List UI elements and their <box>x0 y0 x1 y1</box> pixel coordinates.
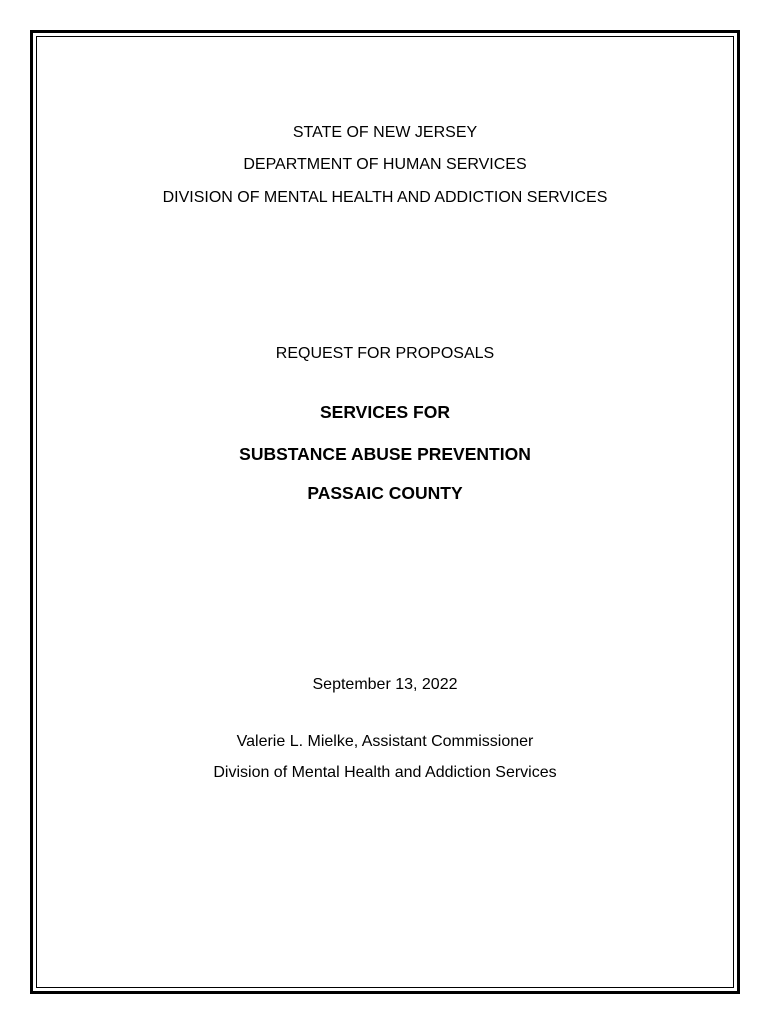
rfp-title-line3: PASSAIC COUNTY <box>307 483 463 503</box>
page-border-inner <box>36 36 734 988</box>
signatory-division: Division of Mental Health and Addiction Services <box>213 764 557 781</box>
header-department: DEPARTMENT OF HUMAN SERVICES <box>243 156 527 173</box>
signatory-name: Valerie L. Mielke, Assistant Commissioner <box>236 733 534 750</box>
header-division: DIVISION OF MENTAL HEALTH AND ADDICTION SERVICES <box>162 189 608 206</box>
header-state: STATE OF NEW JERSEY <box>292 124 478 141</box>
rfp-title-line1: SERVICES FOR <box>320 402 450 422</box>
rfp-label: REQUEST FOR PROPOSALS <box>275 345 495 362</box>
issue-date: September 13, 2022 <box>312 676 458 693</box>
rfp-title-line2: SUBSTANCE ABUSE PREVENTION <box>239 444 531 464</box>
